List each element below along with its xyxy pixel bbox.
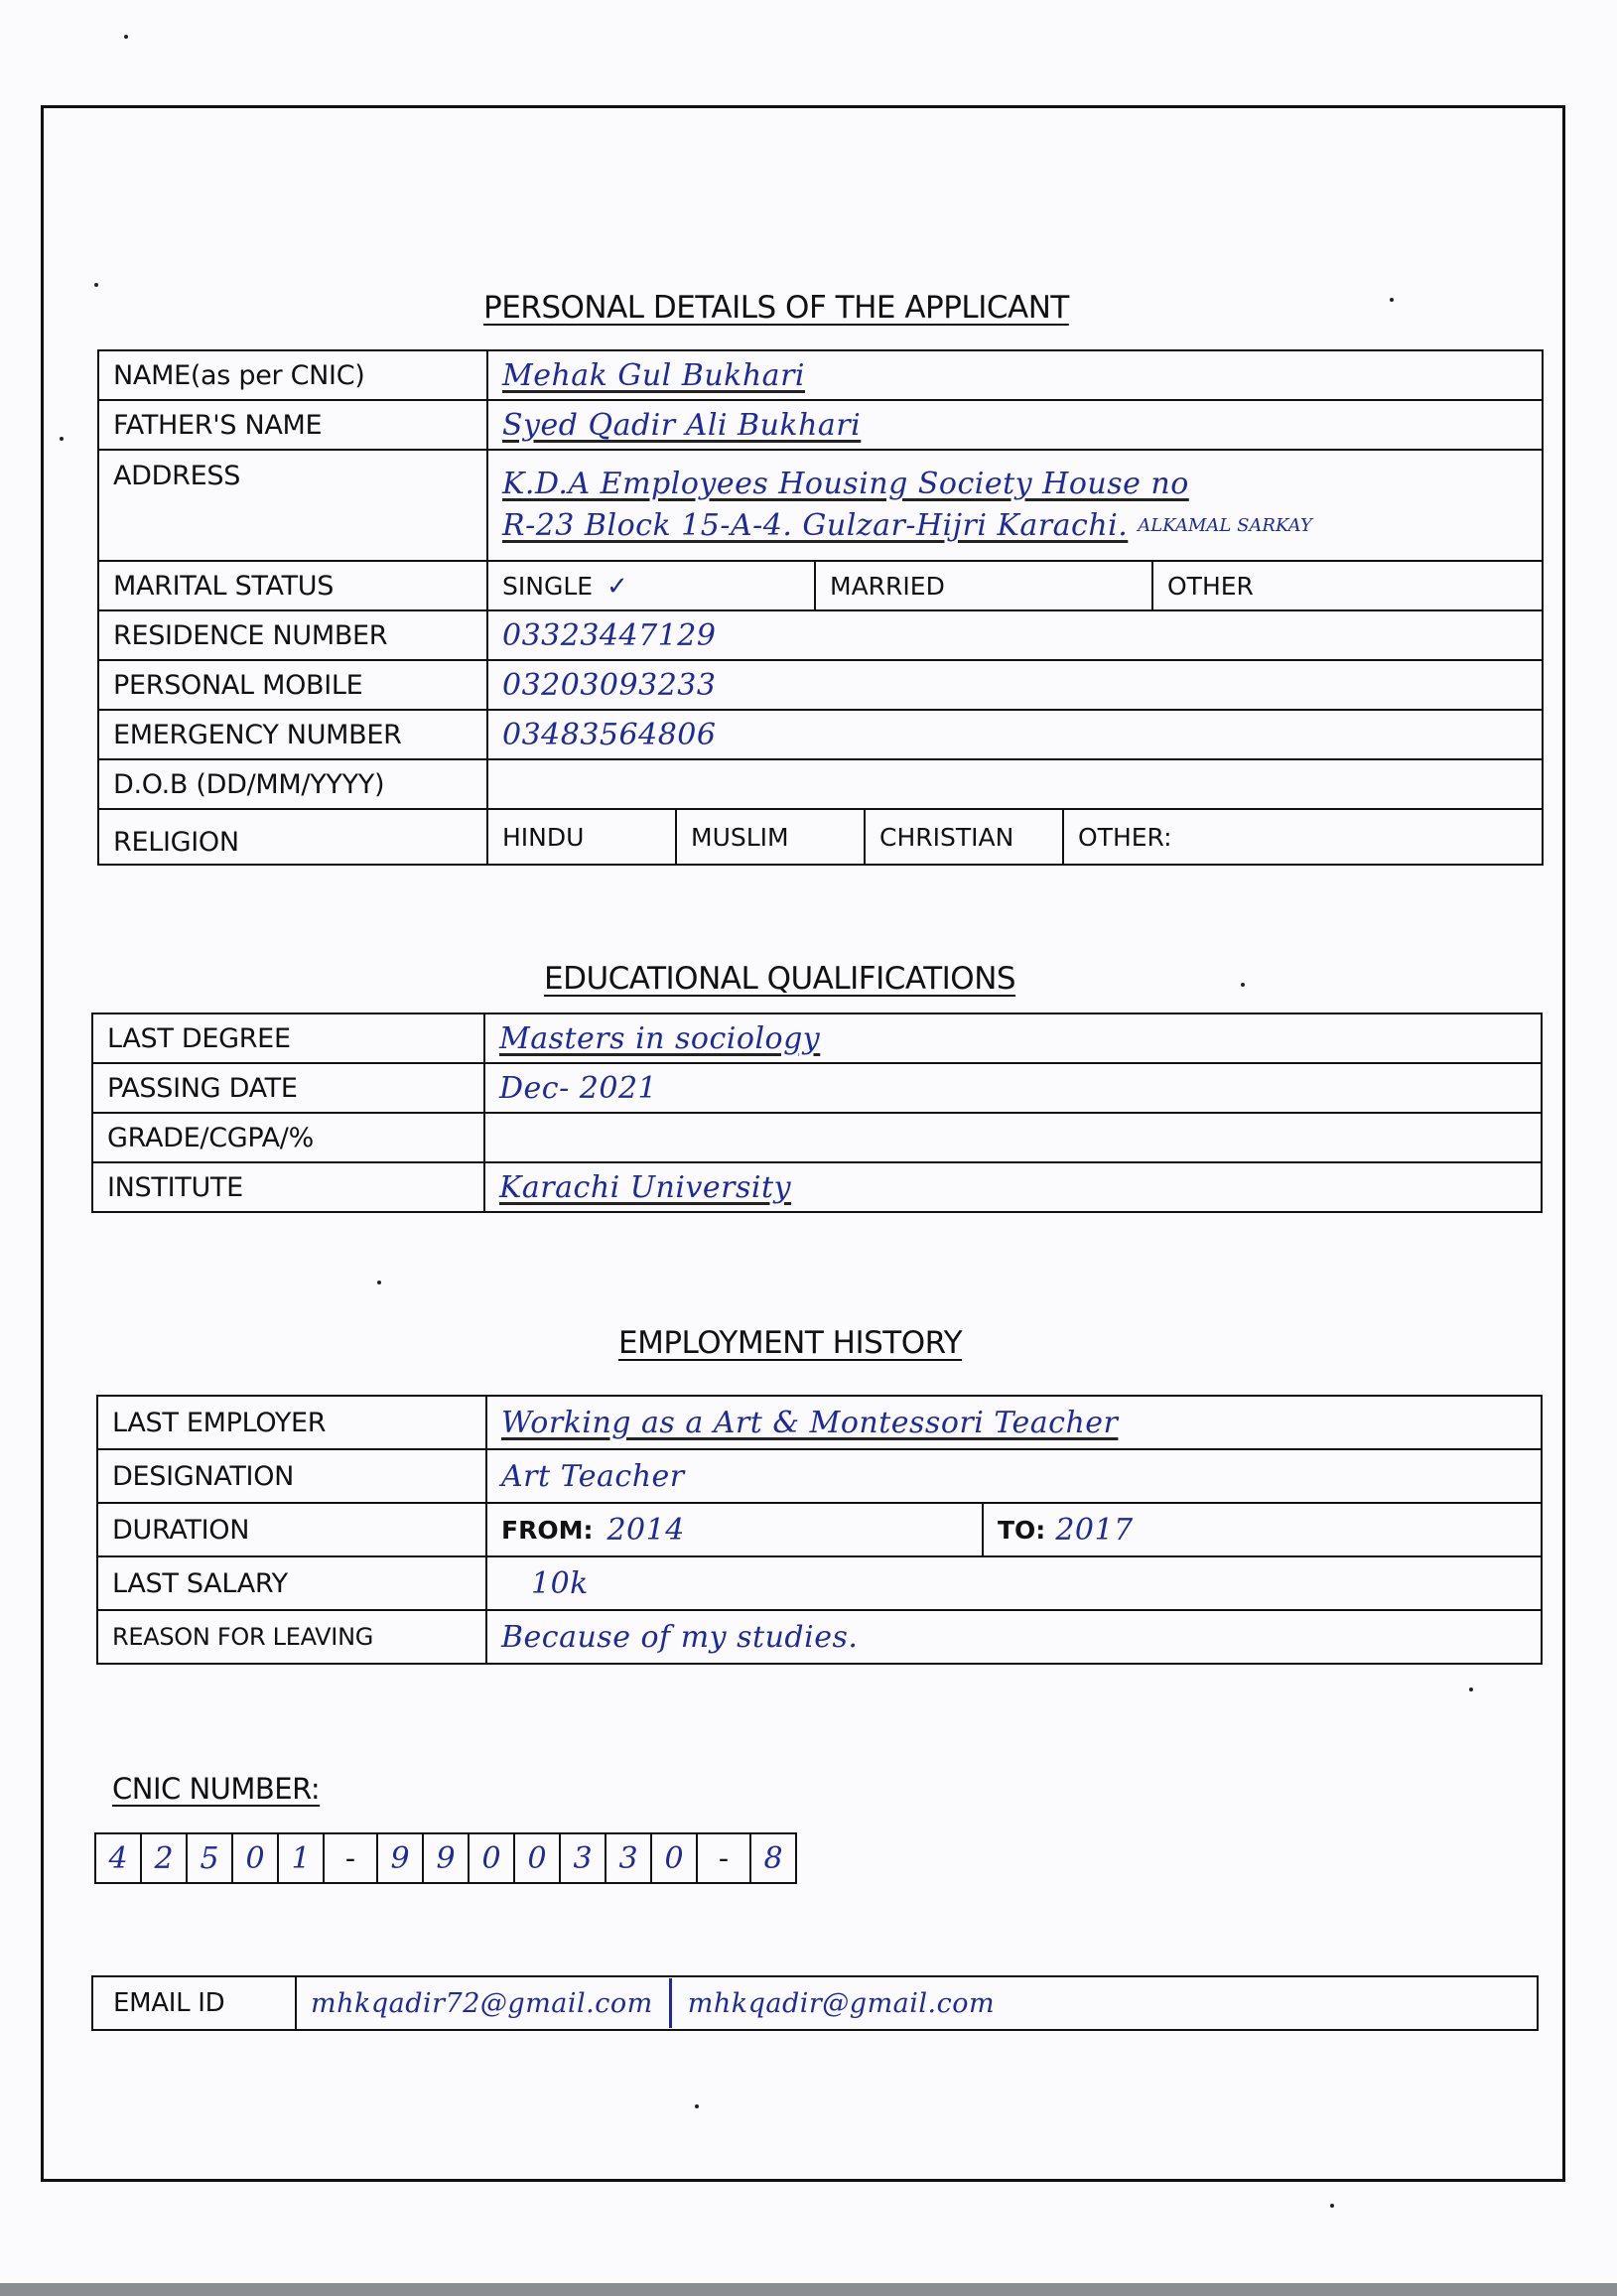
cnic-number-boxes[interactable] [94, 1832, 797, 1884]
cnic-digit: 0 [652, 1834, 698, 1882]
scan-speck [94, 283, 98, 287]
scan-speck [1241, 983, 1245, 987]
scan-speck [124, 35, 128, 39]
personal-mobile-field[interactable]: 03203093233 [502, 667, 717, 703]
row-dob [98, 759, 1543, 809]
scan-speck [60, 437, 64, 441]
cnic-digit: 2 [142, 1834, 188, 1882]
last-employer-field[interactable]: Working as a Art & Montessori Teacher [501, 1405, 1119, 1440]
from-label: FROM: [501, 1515, 594, 1545]
row-marital-status [98, 561, 1543, 610]
scan-speck [695, 2104, 699, 2108]
emergency-number-field[interactable]: 03483564806 [502, 717, 717, 752]
email-row [91, 1975, 1539, 2031]
row-grade [92, 1113, 1542, 1162]
cnic-digit: 3 [561, 1834, 606, 1882]
row-residence-number [98, 610, 1543, 660]
cnic-digit: 0 [515, 1834, 561, 1882]
cnic-digit: 9 [378, 1834, 424, 1882]
institute-label: INSTITUTE [92, 1162, 484, 1212]
address-line-2: R-23 Block 15-A-4. Gulzar-Hijri Karachi. [502, 508, 1129, 543]
to-value: 2017 [1055, 1512, 1134, 1548]
cnic-digit: 0 [233, 1834, 279, 1882]
row-institute [92, 1162, 1542, 1212]
row-name [98, 350, 1543, 400]
cnic-dash: - [698, 1834, 751, 1882]
row-address [98, 450, 1543, 561]
passing-date-label: PASSING DATE [92, 1063, 484, 1113]
last-salary-label: LAST SALARY [97, 1556, 486, 1610]
row-emergency-number [98, 710, 1543, 759]
name-field[interactable]: Mehak Gul Bukhari [502, 357, 805, 393]
row-father [98, 400, 1543, 450]
last-salary-field[interactable]: 10k [531, 1565, 589, 1601]
scanner-bed-edge [0, 2283, 1617, 2296]
checkmark-icon: ✓ [606, 570, 628, 601]
last-degree-label: LAST DEGREE [92, 1013, 484, 1063]
institute-field[interactable]: Karachi University [499, 1169, 792, 1205]
cnic-digit: 4 [96, 1834, 142, 1882]
row-passing-date [92, 1063, 1542, 1113]
grade-label: GRADE/CGPA/% [92, 1113, 484, 1162]
personal-mobile-label: PERSONAL MOBILE [98, 660, 487, 710]
cnic-digit: 8 [763, 1840, 783, 1876]
row-last-salary [97, 1556, 1542, 1610]
row-religion [98, 809, 1543, 865]
education-table [91, 1013, 1543, 1213]
duration-to-field[interactable] [984, 1504, 1541, 1555]
religion-option-muslim[interactable]: MUSLIM [677, 810, 866, 864]
cnic-dash: - [325, 1834, 378, 1882]
education-heading: EDUCATIONAL QUALIFICATIONS [544, 961, 1016, 997]
row-reason-for-leaving [97, 1610, 1542, 1664]
father-name-field[interactable]: Syed Qadir Ali Bukhari [502, 407, 862, 443]
designation-label: DESIGNATION [97, 1449, 486, 1503]
row-last-degree [92, 1013, 1542, 1063]
cnic-heading: CNIC NUMBER: [112, 1772, 321, 1806]
passing-date-field[interactable]: Dec- 2021 [499, 1070, 658, 1106]
emergency-number-label: EMERGENCY NUMBER [98, 710, 487, 759]
cnic-digit: 1 [279, 1834, 325, 1882]
employment-heading: EMPLOYMENT HISTORY [618, 1325, 963, 1361]
cnic-digit: 5 [188, 1834, 233, 1882]
scan-speck [1390, 298, 1394, 302]
address-line-1: K.D.A Employees Housing Society House no [502, 467, 1189, 501]
scan-speck [1330, 2204, 1334, 2208]
religion-option-other[interactable]: OTHER: [1078, 822, 1172, 852]
email-separator [669, 1978, 672, 2028]
reason-for-leaving-label: REASON FOR LEAVING [97, 1610, 486, 1664]
email-label: EMAIL ID [93, 1977, 297, 2029]
last-employer-label: LAST EMPLOYER [97, 1396, 486, 1449]
email-field[interactable] [297, 1977, 1537, 2029]
residence-number-field[interactable]: 03323447129 [502, 617, 717, 653]
to-label: TO: [998, 1515, 1046, 1545]
personal-details-table [97, 349, 1544, 866]
reason-for-leaving-field[interactable]: Because of my studies. [501, 1619, 859, 1655]
scan-speck [1469, 1688, 1473, 1691]
last-degree-field[interactable]: Masters in sociology [499, 1020, 821, 1056]
marital-option-single[interactable]: SINGLE ✓ [488, 562, 816, 609]
duration-from-field[interactable] [487, 1504, 984, 1555]
religion-option-christian[interactable]: CHRISTIAN [866, 810, 1064, 864]
marital-status-label: MARITAL STATUS [98, 561, 487, 610]
designation-field[interactable]: Art Teacher [501, 1458, 685, 1494]
row-duration [97, 1503, 1542, 1556]
personal-details-heading: PERSONAL DETAILS OF THE APPLICANT [483, 290, 1069, 326]
marital-option-other[interactable]: OTHER [1167, 571, 1254, 601]
email-value-2: mhkqadir@gmail.com [687, 1987, 996, 2019]
cnic-digit: 3 [606, 1834, 652, 1882]
employment-table [96, 1395, 1543, 1665]
address-label: ADDRESS [98, 450, 487, 561]
residence-number-label: RESIDENCE NUMBER [98, 610, 487, 660]
religion-label: RELIGION [98, 809, 487, 865]
scan-speck [377, 1281, 381, 1284]
from-value: 2014 [606, 1512, 685, 1548]
marital-option-married[interactable]: MARRIED [816, 562, 1153, 609]
address-note: ALKAMAL SARKAY [1138, 515, 1312, 536]
row-personal-mobile [98, 660, 1543, 710]
father-name-label: FATHER'S NAME [98, 400, 487, 450]
address-field[interactable] [487, 450, 1543, 561]
cnic-digit: 9 [424, 1834, 470, 1882]
row-designation [97, 1449, 1542, 1503]
dob-label: D.O.B (DD/MM/YYYY) [98, 759, 487, 809]
row-last-employer [97, 1396, 1542, 1449]
religion-option-hindu[interactable]: HINDU [488, 810, 677, 864]
duration-label: DURATION [97, 1503, 486, 1556]
name-label: NAME(as per CNIC) [98, 350, 487, 400]
email-value-1: mhkqadir72@gmail.com [311, 1987, 653, 2019]
cnic-digit: 0 [470, 1834, 515, 1882]
